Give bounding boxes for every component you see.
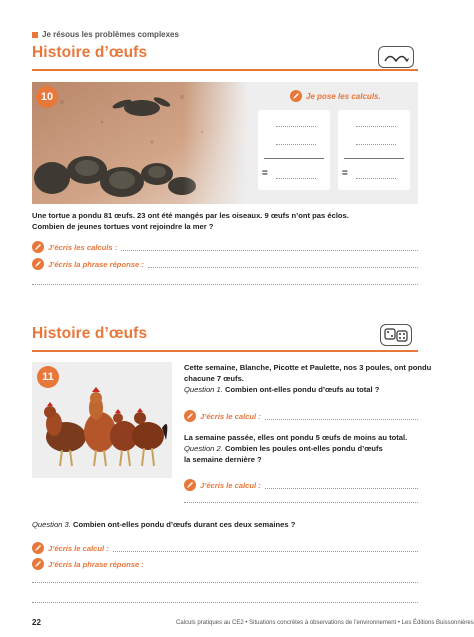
arc-jumps-icon (378, 46, 414, 68)
problem-11-title: Histoire d’œufs (32, 325, 148, 342)
equals-sign: = (262, 168, 268, 179)
answer-line[interactable] (184, 502, 418, 503)
calc-label: J’écris le calcul : (48, 543, 109, 553)
dice-icon (380, 324, 412, 346)
q1-calc-row[interactable] (184, 410, 418, 422)
page-number: 22 (32, 618, 41, 627)
pencil-icon (184, 410, 196, 422)
question-1 (184, 384, 434, 395)
pencil-icon (32, 558, 44, 570)
problem-10-badge: 10 (36, 86, 58, 108)
calc-label: J’écris les calculs : (48, 242, 118, 252)
statement-line: Une tortue a pondu 81 œufs. 23 ont été mangés par les oiseaux. 9 œufs n’ont pas éclos. (32, 211, 349, 220)
title-rule (32, 350, 418, 352)
answer-line[interactable] (32, 284, 418, 285)
footer-credit: Calculs pratiques au CE2 • Situations concrètes à observations de l’environnement • Les Éditions Buissonnières (176, 620, 474, 626)
calc-label: J’écris le calcul : (200, 411, 261, 421)
calc-box-right[interactable] (338, 110, 410, 190)
question-3-text: Combien ont-elles pondu d’œufs durant ces deux semaines ? (72, 520, 296, 529)
q3-sentence-row[interactable] (32, 558, 418, 570)
question-2-prefix: Question 2. (184, 444, 223, 453)
statement-line: Cette semaine, Blanche, Picotte et Paulette, nos 3 poules, ont pondu (184, 363, 432, 372)
title-rule (32, 69, 418, 71)
section-square-icon (32, 32, 38, 38)
calc-answer-row[interactable] (32, 241, 418, 253)
sentence-answer-line[interactable] (148, 261, 418, 268)
question-1-text: Combien ont-elles pondu d’œufs au total ? (224, 385, 380, 394)
section-heading (32, 30, 179, 39)
pencil-icon (184, 479, 196, 491)
calc-answer-line[interactable] (113, 545, 418, 552)
sentence-answer-row[interactable] (32, 258, 418, 270)
calc-label: J’écris le calcul : (200, 480, 261, 490)
question-2 (184, 443, 434, 454)
calc-answer-line[interactable] (265, 482, 418, 489)
problem-11-middle (184, 432, 434, 465)
question-3-prefix: Question 3. (32, 520, 71, 529)
pencil-icon (32, 258, 44, 270)
section-heading-text: Je résous les problèmes complexes (42, 30, 179, 39)
sentence-label: J’écris la phrase réponse : (48, 559, 144, 569)
question-2-text: Combien les poules ont-elles pondu d’œufs (224, 444, 383, 453)
statement-line: Combien de jeunes tortues vont rejoindre la mer ? (32, 222, 214, 231)
equals-sign: = (342, 168, 348, 179)
pose-calcs-label (290, 90, 381, 102)
question-1-prefix: Question 1. (184, 385, 223, 394)
problem-10-statement (32, 210, 432, 232)
problem-11-badge: 11 (37, 366, 59, 388)
pencil-icon (32, 542, 44, 554)
pose-calcs-text: Je pose les calculs. (306, 91, 381, 101)
pencil-icon (32, 241, 44, 253)
statement-line: La semaine passée, elles ont pondu 5 œufs de moins au total. (184, 433, 408, 442)
calc-box-left[interactable] (258, 110, 330, 190)
answer-line[interactable] (32, 582, 418, 583)
pencil-icon (290, 90, 302, 102)
question-3 (32, 519, 422, 530)
question-2-text-cont: la semaine dernière ? (184, 455, 262, 464)
q3-calc-row[interactable] (32, 542, 418, 554)
calc-answer-line[interactable] (121, 244, 418, 251)
problem-10-title: Histoire d’œufs (32, 44, 148, 61)
turtles-photo (32, 82, 248, 204)
answer-line[interactable] (32, 602, 418, 603)
q2-calc-row[interactable] (184, 479, 418, 491)
sentence-label: J’écris la phrase réponse : (48, 259, 144, 269)
statement-line: chacune 7 œufs. (184, 374, 244, 383)
problem-11-intro (184, 362, 434, 395)
calc-answer-line[interactable] (265, 413, 418, 420)
